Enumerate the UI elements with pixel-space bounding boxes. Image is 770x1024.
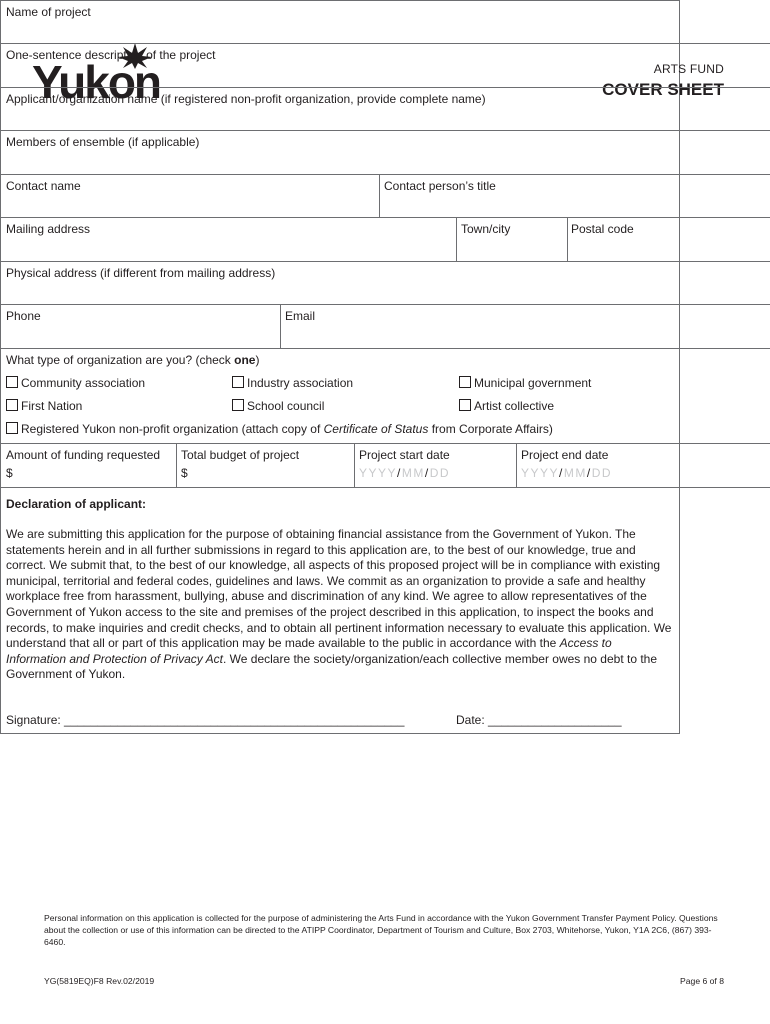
checkbox-school-council[interactable]: School council [232,399,324,413]
description-field[interactable] [6,48,215,62]
checkbox-box[interactable] [459,399,471,411]
checkbox-industry-association[interactable]: Industry association [232,376,353,390]
contact-title-label: Contact person’s title [384,179,496,193]
amount-requested-field[interactable]: $ [6,466,13,480]
members-field[interactable] [6,135,199,149]
date-line[interactable]: Date: ____________________ [456,713,622,727]
checkbox-box[interactable] [232,399,244,411]
checkbox-box[interactable] [6,376,18,388]
postal-code-field[interactable] [571,222,634,236]
checkbox-artist-collective[interactable]: Artist collective [459,399,554,413]
checkbox-box[interactable] [6,422,18,434]
page-title: COVER SHEET [602,80,724,99]
org-type-question: What type of organization are you? (check one) [6,353,260,367]
email-field[interactable] [285,309,315,323]
checkbox-box[interactable] [459,376,471,388]
page-number: Page 6 of 8 [680,976,724,986]
phone-label: Phone [6,309,41,323]
physical-address-field[interactable] [6,266,275,280]
svg-text:Yukon: Yukon [32,56,161,104]
form-number: YG(5819EQ)F8 Rev.02/2019 [44,976,155,986]
start-date-label: Project start date [359,448,450,462]
declaration-title: Declaration of applicant: [6,497,147,511]
checkbox-box[interactable] [232,376,244,388]
applicant-label: Applicant/organization name (if registered non-profit organization, provide complete name) [6,92,486,106]
members-label: Members of ensemble (if applicable) [6,135,200,149]
checkbox-registered-nonprofit[interactable]: Registered Yukon non-profit organization (attach copy of Certificate of Status from Corporate Affairs) [6,422,553,436]
total-budget-field[interactable]: $ [181,466,188,480]
mailing-address-label: Mailing address [6,222,91,236]
applicant-field[interactable] [6,92,486,106]
physical-address-label: Physical address (if different from mailing address) [6,266,276,280]
town-field[interactable] [461,222,510,236]
email-label: Email [285,309,316,323]
checkbox-community-association[interactable]: Community association [6,376,145,390]
contact-name-field[interactable] [6,179,81,193]
contact-title-field[interactable] [384,179,496,193]
checkbox-first-nation[interactable]: First Nation [6,399,82,413]
phone-field[interactable] [6,309,41,323]
start-date-field[interactable]: YYYY/MM/DD [359,466,451,480]
checkbox-municipal-government[interactable]: Municipal government [459,376,591,390]
postal-code-label: Postal code [571,222,634,236]
privacy-notice: Personal information on this application is collected for the purpose of administering the Arts Fund in accordance with the Yukon Government Transfer Payment Policy. Questions about the collection or use of this information can be directed to the ATIPP Coordinator, Department of Tourism and Culture, Box 2703, Whitehorse, Yukon, Y1A 2C6, (867) 393-6460. [44,913,718,948]
fund-name: ARTS FUND [653,62,724,76]
total-budget-label: Total budget of project [181,448,300,462]
mailing-address-field[interactable] [6,222,90,236]
checkbox-box[interactable] [6,399,18,411]
end-date-field[interactable]: YYYY/MM/DD [521,466,613,480]
town-label: Town/city [461,222,511,236]
end-date-label: Project end date [521,448,609,462]
contact-name-label: Contact name [6,179,81,193]
project-name-field[interactable] [6,5,91,19]
amount-requested-label: Amount of funding requested [6,448,161,462]
description-label: One-sentence description of the project [6,48,216,62]
signature-line[interactable]: Signature: ___________________________________________________ [6,713,405,727]
declaration-text: We are submitting this application for the purpose of obtaining financial assistance from the Government of Yukon. The statements herein and in all further submissions in regard to this application are, to the best of our knowledge, true and correct. We submit that, to the best of our knowledge, all aspects of this proposed project will be in compliance with existing municipal, territorial and federal codes, guidelines and laws. We commit as an organization to provide a safe and healthy workplace free from harassment, bullying, abuse and discrimination of any kind. We agree to allow representatives of the Government of Yukon access to the site and premises of the project described in this application, to inspect the books and records, to make inquiries and credit checks, and to obtain all pertinent information necessary to evaluate this application. We understand that all or part of this application may be made available to the public in accordance with the Access to Information and Protection of Privacy Act. We declare the society/organization/each collective member owes no debt to the Government of Yukon. [6,527,672,682]
project-name-label: Name of project [6,5,91,19]
